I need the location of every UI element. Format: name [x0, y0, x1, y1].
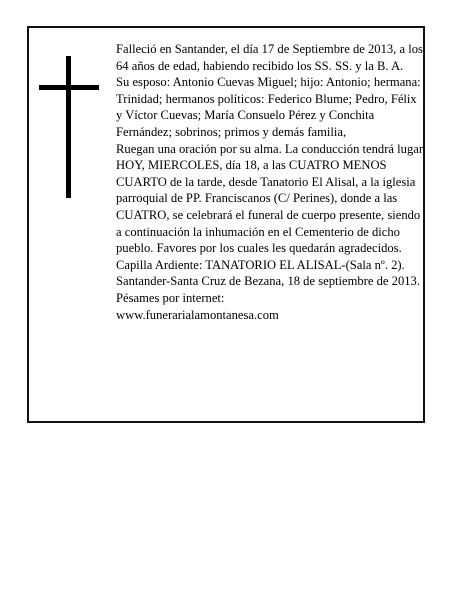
cross-horizontal-bar	[39, 85, 99, 90]
obituary-notice	[27, 26, 425, 423]
cross-vertical-bar	[66, 56, 71, 198]
website-link[interactable]: www.funerarialamontanesa.com	[116, 307, 279, 322]
place-date-line: Santander-Santa Cruz de Bezana, 18 de septiembre de 2013. Pésames por internet:	[116, 274, 420, 305]
funeral-details: Ruegan una oración por su alma. La conducción tendrá lugar HOY, MIERCOLES, día 18, a las CUATRO MENOS CUARTO de la tarde, desde Tanatorio El Alisal, a la iglesia parroquial de PP. Franciscanos (C/ Perines), donde a las CUATRO, se celebrará el funeral de cuerpo presente, siendo a continuación la inhumación en el Cementerio de dicho pueblo. Favores por los cuales les quedarán agradecidos. Capilla Ardiente: TANATORIO EL ALISAL-(Sala nº. 2).	[116, 141, 424, 272]
death-announcement: Falleció en Santander, el día 17 de Septiembre de 2013, a los 64 años de edad, habiendo recibido los SS. SS. y la B. A.	[116, 42, 423, 73]
obituary-text	[116, 41, 424, 323]
family-list: Su esposo: Antonio Cuevas Miguel; hijo: Antonio; hermana: Trinidad; hermanos políticos: Federico Blume; Pedro, Félix y Víctor Cuevas; María Consuelo Pérez y Conchita Fernández; sobrinos; primos y demás familia,	[116, 75, 421, 139]
